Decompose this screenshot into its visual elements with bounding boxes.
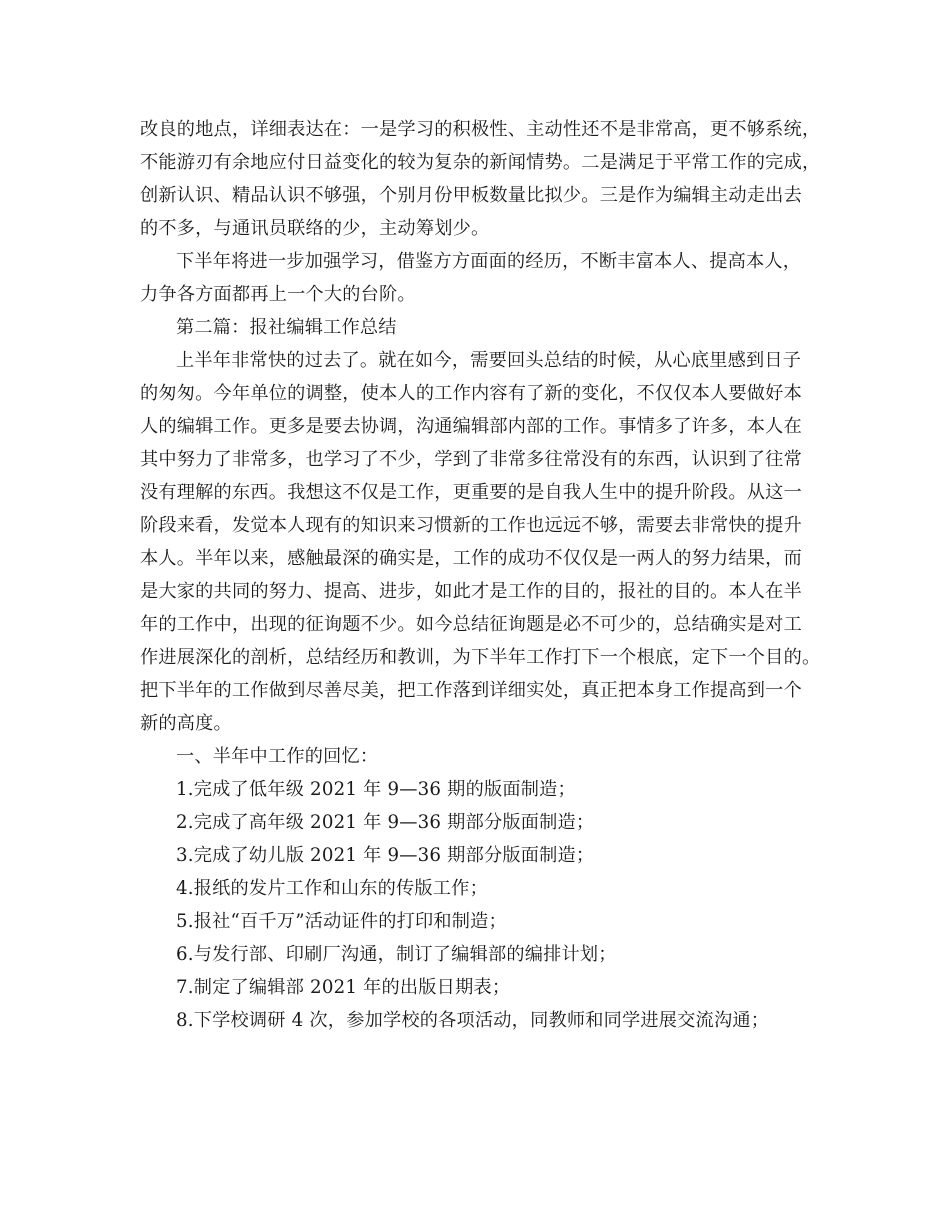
list-heading <box>140 740 830 773</box>
list-heading-text: 一、半年中工作的回忆： <box>176 746 379 767</box>
text-line: 不能游刃有余地应付日益变化的较为复杂的新闻情势。二是满足于平常工作的完成， <box>140 152 821 173</box>
text-line: 力争各方面都再上一个大的台阶。 <box>140 284 416 305</box>
document-body <box>140 113 830 1037</box>
text-line: 的匆匆。今年单位的调整，使本人的工作内容有了新的变化，不仅仅本人要做好本 <box>140 383 802 404</box>
list-item: 2.完成了高年级 2021 年 9—36 期部分版面制造； <box>176 812 595 833</box>
work-list <box>140 773 830 1037</box>
text-line: 创新认识、精品认识不够强，个别月份甲板数量比拟少。三是作为编辑主动走出去 <box>140 185 802 206</box>
text-line: 本人。半年以来，感触最深的确实是，工作的成功不仅仅是一两人的努力结果，而 <box>140 548 802 569</box>
text-line: 阶段来看，发觉本人现有的知识来习惯新的工作也远远不够，需要去非常快的提升 <box>140 515 802 536</box>
list-item: 3.完成了幼儿版 2021 年 9—36 期部分版面制造； <box>176 845 595 866</box>
text-line: 新的高度。 <box>140 713 232 734</box>
section-title <box>140 311 830 344</box>
list-item: 5.报社“百千万”活动证件的打印和制造； <box>176 911 507 932</box>
text-line: 下半年将进一步加强学习，借鉴方方面面的经历，不断丰富本人、提高本人， <box>176 251 802 272</box>
paragraph-continuation <box>140 113 830 245</box>
text-line: 把下半年的工作做到尽善尽美，把工作落到详细实处，真正把本身工作提高到一个 <box>140 680 802 701</box>
list-item: 6.与发行部、印刷厂沟通，制订了编辑部的编排计划； <box>176 944 617 965</box>
text-line: 是大家的共同的努力、提高、进步，如此才是工作的目的，报社的目的。本人在半 <box>140 581 802 602</box>
paragraph-plan <box>140 245 830 311</box>
text-line: 年的工作中，出现的征询题不少。如今总结征询题是必不可少的，总结确实是对工 <box>140 614 802 635</box>
paragraph-summary <box>140 344 830 740</box>
list-item: 4.报纸的发片工作和山东的传版工作； <box>176 878 488 899</box>
text-line: 其中努力了非常多，也学习了不少，学到了非常多往常没有的东西，认识到了往常 <box>140 449 802 470</box>
text-line: 改良的地点，详细表达在：一是学习的积极性、主动性还不是非常高，更不够系统， <box>140 119 821 140</box>
list-item: 7.制定了编辑部 2021 年的出版日期表； <box>176 977 511 998</box>
text-line: 的不多，与通讯员联络的少，主动筹划少。 <box>140 218 490 239</box>
text-line: 没有理解的东西。我想这不仅是工作，更重要的是自我人生中的提升阶段。从这一 <box>140 482 802 503</box>
text-line: 上半年非常快的过去了。就在如今，需要回头总结的时候，从心底里感到日子 <box>176 350 802 371</box>
text-line: 作进展深化的剖析，总结经历和教训，为下半年工作打下一个根底，定下一个目的。 <box>140 647 821 668</box>
list-item: 8.下学校调研 4 次，参加学校的各项活动，同教师和同学进展交流沟通； <box>176 1010 770 1031</box>
list-item: 1.完成了低年级 2021 年 9—36 期的版面制造； <box>176 779 576 800</box>
section-title-text: 第二篇：报社编辑工作总结 <box>176 317 397 338</box>
text-line: 人的编辑工作。更多是要去协调，沟通编辑部内部的工作。事情多了许多，本人在 <box>140 416 802 437</box>
